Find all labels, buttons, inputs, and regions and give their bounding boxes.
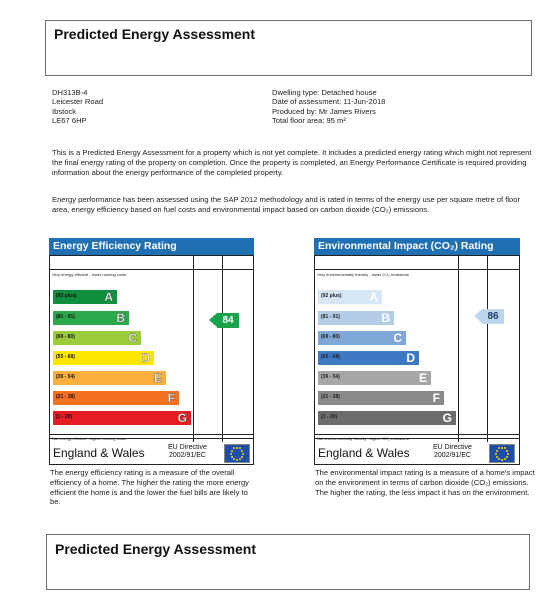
eu-star: [230, 453, 232, 455]
eu-star: [231, 450, 233, 452]
band-letter: B: [116, 311, 125, 325]
band-c: [318, 331, 406, 345]
eu-star: [242, 453, 244, 455]
directive-line: EU Directive: [168, 444, 207, 451]
directive-line: 2002/91/EC: [433, 452, 471, 459]
band-f: [53, 391, 179, 405]
band-range: (21 - 38): [321, 394, 340, 400]
page-title: Predicted Energy Assessment: [54, 26, 256, 42]
band-letter: B: [381, 311, 390, 325]
eu-star: [504, 447, 506, 449]
row-divider: [315, 434, 519, 435]
band-range: (55 - 68): [56, 354, 75, 360]
dwelling-details: [272, 88, 385, 125]
eu-star: [507, 453, 509, 455]
eu-star: [506, 456, 508, 458]
band-e: [318, 371, 431, 385]
band-letter: A: [104, 290, 113, 304]
eu-star: [501, 459, 503, 461]
dwelling-type: Dwelling type: Detached house: [272, 88, 377, 97]
band-range: (21 - 38): [56, 394, 75, 400]
property-address: [52, 88, 103, 125]
environmental-impact-grid: [314, 255, 520, 465]
band-letter: C: [128, 331, 137, 345]
column-divider: [458, 256, 459, 442]
column-divider: [193, 256, 194, 442]
band-c: [53, 331, 141, 345]
band-range: (55 - 68): [321, 354, 340, 360]
column-divider: [487, 256, 488, 442]
eu-star: [496, 456, 498, 458]
band-range: (1 - 20): [56, 414, 73, 420]
top-scale-note: Very energy efficient - lower running costs: [52, 272, 127, 277]
eu-star: [241, 456, 243, 458]
band-range: (39 - 54): [56, 374, 75, 380]
band-e: [53, 371, 166, 385]
energy-efficiency-grid: [49, 255, 254, 465]
band-d: [318, 351, 419, 365]
produced-by: Produced by: Mr James Rivers: [272, 106, 376, 116]
band-g: [53, 411, 191, 425]
region-row: [50, 442, 253, 464]
band-letter: G: [442, 411, 452, 425]
eu-star: [495, 453, 497, 455]
intro-paragraph: This is a Predicted Energy Assessment for a property which is not yet complete. It includes a predicted energy rating which might not represent the final energy rating of the property on completion. Once the property is completed, an Energy Performance Certificate is required providing information about the energy performance of the completed property.: [52, 148, 532, 177]
band-letter: G: [177, 411, 187, 425]
region-label: England & Wales: [318, 446, 410, 460]
energy-efficiency-note: The energy efficiency rating is a measure of the overall efficiency of a home. The higher the rating the more energy efficient the home is and the lower the fuel bills are likely to be.: [50, 468, 249, 507]
band-g: [318, 411, 456, 425]
band-letter: D: [406, 351, 415, 365]
assessment-date: Date of assessment: 11-Jun-2018: [272, 97, 386, 107]
band-range: (39 - 54): [321, 374, 340, 380]
address-line: Ibstock: [52, 106, 77, 116]
band-letter: F: [167, 391, 175, 405]
eu-star: [498, 447, 500, 449]
address-line: LE67 6HP: [52, 115, 87, 125]
band-letter: E: [418, 371, 427, 385]
eu-star: [504, 458, 506, 460]
band-a: [53, 290, 117, 304]
band-range: (69 - 80): [321, 334, 340, 340]
row-divider: [50, 269, 253, 270]
directive-line: 2002/91/EC: [168, 452, 206, 459]
band-letter: D: [141, 351, 150, 365]
eu-flag-icon: [224, 444, 250, 463]
band-a: [318, 290, 382, 304]
band-f: [318, 391, 444, 405]
bottom-scale-note: Not energy efficient - higher running costs: [52, 436, 126, 441]
column-divider: [222, 256, 223, 442]
footer-title: Predicted Energy Assessment: [55, 541, 257, 557]
current-rating-arrow: [474, 309, 482, 323]
eu-star: [231, 456, 233, 458]
band-range: (81 - 91): [56, 314, 75, 320]
band-letter: F: [432, 391, 440, 405]
eu-star: [233, 447, 235, 449]
band-range: (92 plus): [321, 293, 342, 299]
eu-star: [239, 447, 241, 449]
eu-star: [506, 450, 508, 452]
band-b: [53, 311, 129, 325]
address-line: Leicester Road: [52, 97, 104, 107]
bottom-scale-note: Not environmentally friendly - higher CO₂ emissions: [317, 436, 409, 441]
band-letter: A: [369, 290, 378, 304]
band-range: (81 - 91): [321, 314, 340, 320]
eu-star: [236, 459, 238, 461]
row-divider: [315, 269, 519, 270]
eu-star: [239, 458, 241, 460]
eu-star: [501, 447, 503, 449]
eu-star: [496, 450, 498, 452]
eu-directive: [433, 444, 472, 460]
band-letter: C: [393, 331, 402, 345]
band-letter: E: [153, 371, 162, 385]
region-label: England & Wales: [53, 446, 145, 460]
energy-efficiency-chart: [49, 238, 254, 465]
band-range: (92 plus): [56, 293, 77, 299]
band-range: (69 - 80): [56, 334, 75, 340]
band-d: [53, 351, 154, 365]
environmental-impact-chart: [314, 238, 520, 465]
eu-flag-icon: [489, 444, 515, 463]
eu-star: [236, 447, 238, 449]
eu-star: [233, 458, 235, 460]
footer-title-box: [46, 534, 530, 590]
eu-directive: [168, 444, 207, 460]
floor-area: Total floor area: 95 m²: [272, 115, 346, 125]
top-scale-note: Very environmentally friendly - lower CO₂ emissions: [317, 272, 409, 277]
current-rating: 84: [217, 313, 239, 328]
methodology-paragraph: Energy performance has been assessed using the SAP 2012 methodology and is rated in terms of the energy use per square metre of floor area, energy efficiency based on fuel costs and environmental impact based on carbon dioxide (CO₂) emissions.: [52, 195, 520, 214]
current-rating-arrow: [209, 313, 217, 327]
current-rating: 86: [482, 309, 504, 324]
band-b: [318, 311, 394, 325]
title-box: [45, 20, 532, 76]
energy-efficiency-title: Energy Efficiency Rating: [49, 238, 254, 255]
band-range: (1 - 20): [321, 414, 338, 420]
environmental-impact-title: Environmental Impact (CO₂) Rating: [314, 238, 520, 255]
address-line: DH313B-4: [52, 88, 88, 97]
eu-star: [241, 450, 243, 452]
eu-star: [498, 458, 500, 460]
row-divider: [50, 434, 253, 435]
region-row: [315, 442, 519, 464]
directive-line: EU Directive: [433, 444, 472, 451]
environmental-impact-note: The environmental impact rating is a measure of a home's impact on the environment in terms of carbon dioxide (CO₂) emissions. The higher the rating, the less impact it has on the environment.: [315, 468, 535, 497]
